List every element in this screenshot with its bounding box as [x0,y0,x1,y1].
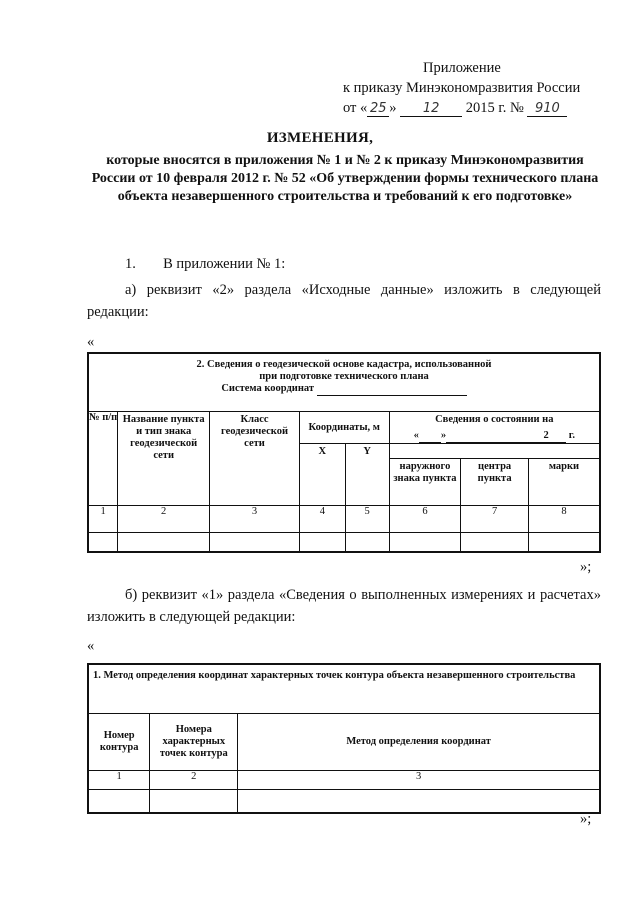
col-x: X [299,444,345,506]
col-state-date [390,430,599,443]
empty-cell [150,790,238,814]
num-cell: 5 [345,506,389,533]
approval-line1: Приложение [423,60,501,76]
approval-line3 [343,98,580,118]
doc-subtitle: которые вносятся в приложения № 1 и № 2 к приказу Минэкономразвития России от 10 февраля 2012 г. № 52 «Об утверждении формы технического плана объекта незавершенного строительства и требований к его подготовке» [91,153,599,204]
para-b: б) реквизит «1» раздела «Сведения о выполненных измерениях и расчетах» изложить в следующей редакции: [87,587,601,625]
empty-cell [88,533,118,553]
table-row [88,771,600,790]
num-cell: 7 [461,506,529,533]
col-contour: Номер контура [88,714,150,771]
method-header: 1. Метод определения координат характерных точек контура объекта незавершенного строительства [88,664,600,714]
approval-month: 12 [400,101,462,117]
empty-cell [88,790,150,814]
state-date-open: « [413,430,419,441]
col-state-label: Сведения о состоянии на [435,414,554,425]
close-quote-1: »; [580,559,592,575]
sub-marks: марки [528,459,600,506]
close-quote-2: »; [580,811,592,827]
col-method: Метод определения координат [238,714,600,771]
coord-system-label: Система координат [221,383,315,394]
item1 [125,253,285,275]
para-a: а) реквизит «2» раздела «Исходные данные» изложить в следующей редакции: [87,282,601,320]
item1-num: 1. [125,256,136,272]
sub-center: центра пункта [461,459,529,506]
empty-cell [238,790,600,814]
num-cell: 1 [88,506,118,533]
open-quote-2: « [87,638,95,654]
num-cell: 3 [238,771,600,790]
coord-system [89,383,599,396]
state-year-field: 2 [526,430,566,443]
state-day-field [419,430,441,443]
geodetic-header-line2: при подготовке технического плана [259,371,429,382]
approval-year: 2015 г. № [465,100,524,116]
table-row [88,506,600,533]
coord-system-field [317,383,467,396]
col-coords: Координаты, м [299,412,389,444]
num-cell: 2 [150,771,238,790]
num-cell: 1 [88,771,150,790]
num-cell: 3 [210,506,300,533]
method-table [87,663,601,814]
approval-close-quote: » [389,100,397,116]
empty-cell [210,533,300,553]
item1-text: В приложении № 1: [163,256,286,272]
geodetic-header [88,353,600,412]
doc-title: ИЗМЕНЕНИЯ, [266,130,374,146]
geodetic-header-line1: 2. Сведения о геодезической основе кадастра, использованной [196,359,492,370]
open-quote-1: « [87,334,95,350]
empty-cell [389,533,461,553]
num-cell: 8 [528,506,600,533]
table-row [88,533,600,553]
empty-cell [345,533,389,553]
num-cell: 4 [299,506,345,533]
state-spacer [389,444,600,459]
state-date-close: » [440,430,447,441]
empty-cell [528,533,600,553]
empty-cell [118,533,210,553]
col-points: Номера характерных точек контура [150,714,238,771]
state-year-suffix: г. [568,430,575,441]
num-cell: 2 [118,506,210,533]
col-name: Название пункта и тип знака геодезической сети [118,412,210,506]
geodetic-table [87,352,601,553]
approval-day: 25 [367,101,389,117]
col-num: № п/п [88,412,118,506]
empty-cell [299,533,345,553]
table-row [88,790,600,814]
sub-outer: наружного знака пункта [389,459,461,506]
col-state [389,412,600,444]
approval-number: 910 [527,101,567,117]
num-cell: 6 [389,506,461,533]
state-month-field [446,430,526,443]
col-y: Y [345,444,389,506]
approval-block [343,58,580,118]
col-class: Класс геодезической сети [210,412,300,506]
approval-from: от « [343,100,368,116]
approval-line2: к приказу Минэкономразвития России [343,80,581,96]
empty-cell [461,533,529,553]
